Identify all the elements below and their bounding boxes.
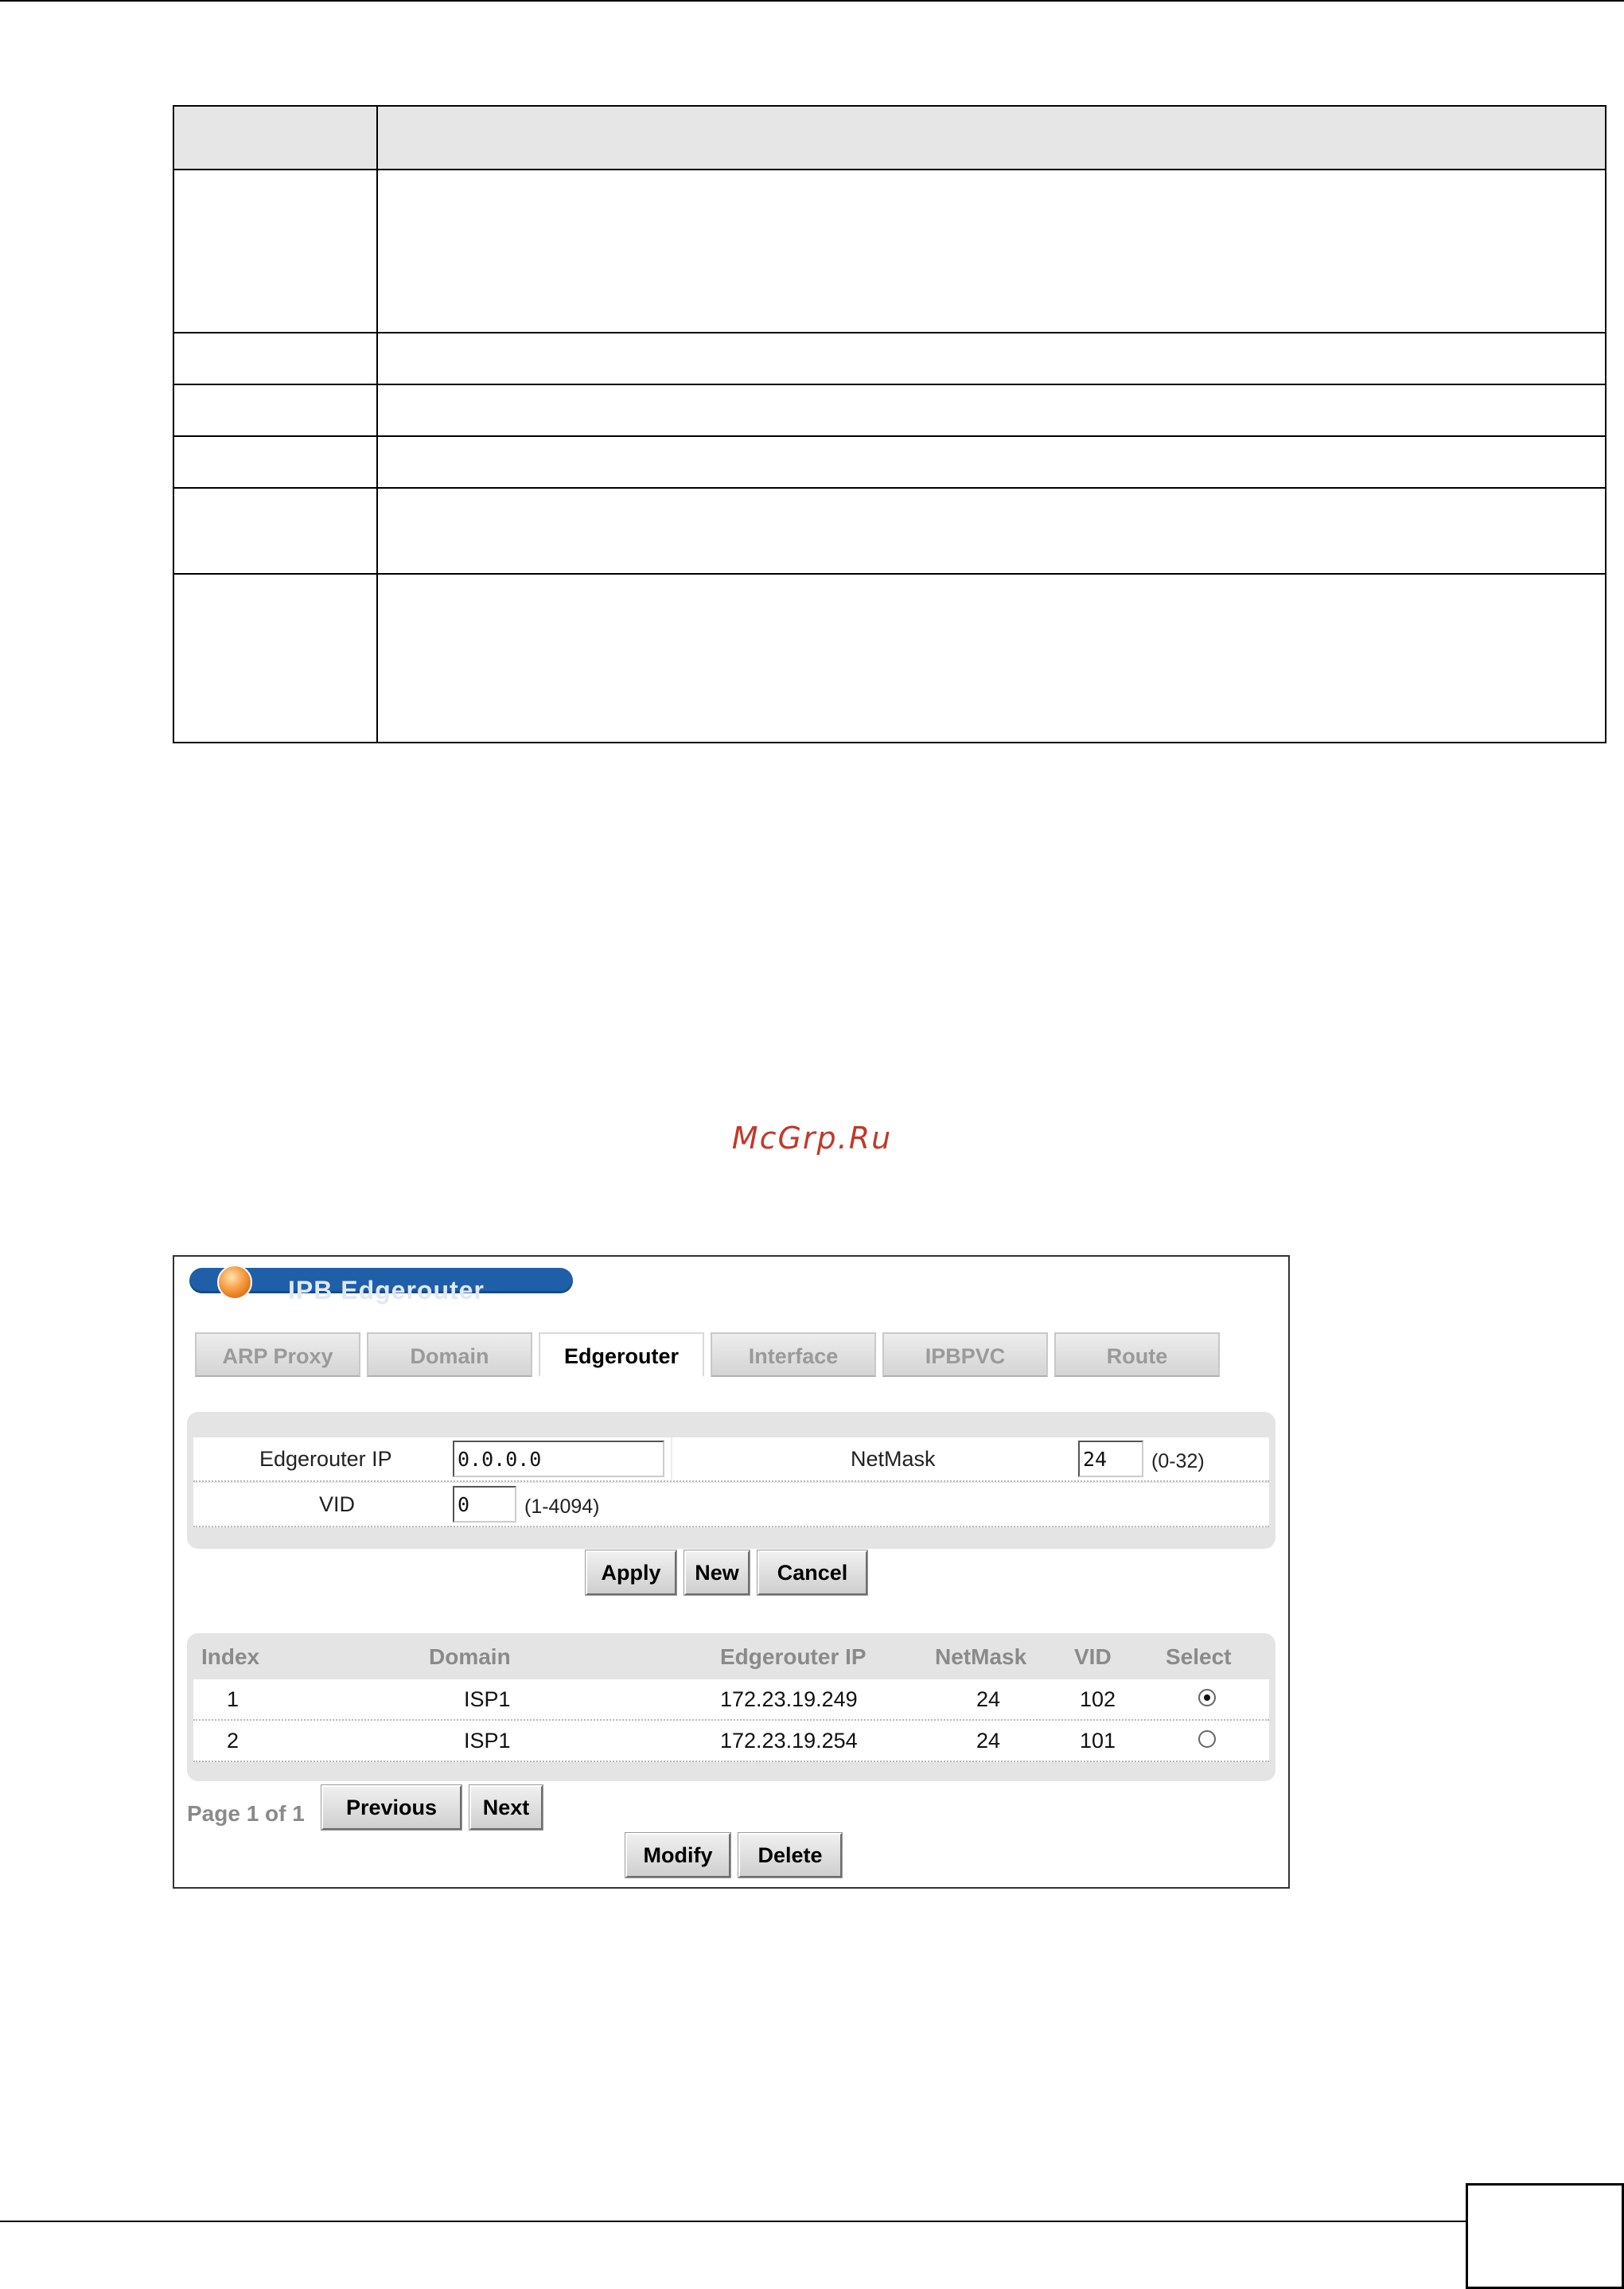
- page-number-box: [1466, 2183, 1624, 2289]
- tab-interface[interactable]: Interface: [711, 1332, 876, 1377]
- col-header-domain: Domain: [429, 1644, 511, 1669]
- tab-arp-proxy[interactable]: ARP Proxy: [195, 1332, 360, 1377]
- col-header-index: Index: [201, 1644, 260, 1669]
- table-row: [193, 1721, 1269, 1762]
- cell-index: 2: [227, 1729, 240, 1753]
- select-radio-1[interactable]: [1198, 1689, 1216, 1706]
- table-cell: [377, 384, 1606, 436]
- table-cell: [173, 574, 377, 743]
- select-radio-2[interactable]: [1198, 1730, 1216, 1748]
- table-row: [173, 384, 1606, 436]
- form-row-ip: [193, 1437, 1269, 1482]
- table-row: [173, 574, 1606, 743]
- table-cell: [173, 170, 377, 333]
- table-cell: [377, 574, 1606, 743]
- tab-domain[interactable]: Domain: [367, 1332, 532, 1377]
- cell-vid: 101: [1080, 1729, 1116, 1753]
- vid-label: VID: [319, 1492, 356, 1516]
- table-row: [173, 436, 1606, 488]
- table-cell: [377, 106, 1606, 170]
- field-description-table: [173, 105, 1606, 743]
- table-cell: [173, 488, 377, 574]
- page-indicator: Page 1 of 1: [187, 1801, 305, 1826]
- edgerouter-ip-label: Edgerouter IP: [259, 1447, 392, 1471]
- table-row: [193, 1679, 1269, 1721]
- divider: [671, 1437, 672, 1480]
- footer-rule: [0, 2221, 1466, 2222]
- tab-route[interactable]: Route: [1054, 1332, 1220, 1377]
- cell-index: 1: [227, 1687, 240, 1711]
- header-rule: [0, 0, 1624, 2]
- new-button[interactable]: New: [684, 1550, 750, 1595]
- netmask-input[interactable]: [1078, 1441, 1143, 1477]
- cancel-button[interactable]: Cancel: [757, 1550, 867, 1595]
- orange-ball-icon: [217, 1265, 252, 1300]
- table-cell: [377, 170, 1606, 333]
- tab-ipbpvc[interactable]: IPBPVC: [882, 1332, 1048, 1377]
- cell-netmask: 24: [976, 1729, 1001, 1753]
- table-row: [173, 488, 1606, 574]
- table-header-row: [173, 106, 1606, 170]
- cell-domain: ISP1: [464, 1687, 511, 1711]
- col-header-select: Select: [1166, 1644, 1232, 1669]
- apply-button[interactable]: Apply: [586, 1550, 676, 1595]
- netmask-label: NetMask: [851, 1447, 936, 1471]
- screenshot-frame: [173, 1255, 1290, 1889]
- tab-edgerouter[interactable]: Edgerouter: [539, 1332, 704, 1377]
- table-cell: [377, 488, 1606, 574]
- cell-edgerouter-ip: 172.23.19.249: [720, 1687, 858, 1711]
- col-header-netmask: NetMask: [935, 1644, 1027, 1669]
- edgerouter-form: [187, 1412, 1275, 1549]
- table-cell: [173, 333, 377, 384]
- table-row: [173, 333, 1606, 384]
- watermark: McGrp.Ru: [731, 1121, 893, 1156]
- table-cell: [377, 333, 1606, 384]
- netmask-range: (0-32): [1151, 1450, 1205, 1472]
- col-header-edgerouter-ip: Edgerouter IP: [720, 1644, 867, 1669]
- cell-netmask: 24: [976, 1687, 1001, 1711]
- table-cell: [173, 436, 377, 488]
- edgerouter-list: [187, 1633, 1275, 1781]
- table-cell: [377, 436, 1606, 488]
- cell-vid: 102: [1080, 1687, 1116, 1711]
- cell-domain: ISP1: [464, 1729, 511, 1753]
- panel-title: IPB Edgerouter: [288, 1276, 485, 1304]
- previous-button[interactable]: Previous: [321, 1785, 461, 1830]
- col-header-vid: VID: [1074, 1644, 1112, 1669]
- table-row: [173, 170, 1606, 333]
- table-cell: [173, 106, 377, 170]
- cell-edgerouter-ip: 172.23.19.254: [720, 1729, 858, 1753]
- modify-button[interactable]: Modify: [625, 1833, 730, 1878]
- form-row-vid: [193, 1483, 1269, 1527]
- table-cell: [173, 384, 377, 436]
- next-button[interactable]: Next: [469, 1785, 543, 1830]
- edgerouter-ip-input[interactable]: [453, 1441, 664, 1477]
- vid-range: (1-4094): [524, 1495, 600, 1518]
- delete-button[interactable]: Delete: [738, 1833, 842, 1878]
- vid-input[interactable]: [453, 1486, 516, 1523]
